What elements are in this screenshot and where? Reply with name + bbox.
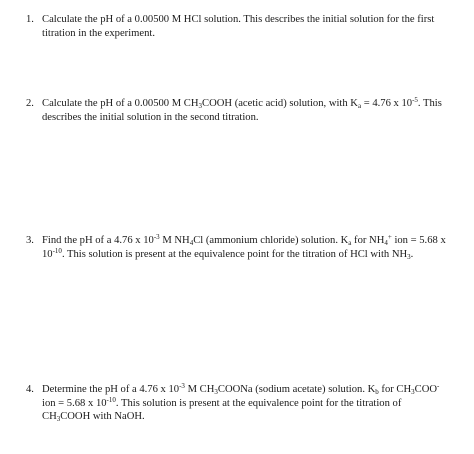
question-number: 3. [26,235,34,246]
question-text: Calculate the pH of a 0.00500 M $CH_3COOH$ (acetic acid) solution, with $K_a = 4.76$ x $10^{-5}$. This describes the initial solution in the second titration. [42,96,442,123]
question-1 [26,13,452,40]
question-3 [26,234,452,261]
question-number: 4. [26,384,34,395]
question-number: 2. [26,98,34,109]
question-text: Calculate the pH of a 0.00500 M HCl solution. This describes the initial solution for the first titration in the experiment. [42,14,435,39]
question-text: Determine the pH of a 4.76 x $10^{-3}$ M $CH_3COONa$ (sodium acetate) solution. $K_b$ for $CH_3COO^-$ ion = 5.68 x $10^{-10}$. This solution is present at the equivalence point for the titration of $CH_3COOH$ with NaOH. [42,382,440,424]
question-4 [26,383,452,424]
question-text: Find the pH of a 4.76 x $10^{-3}$ M $NH_4Cl$ (ammonium chloride) solution. $K_a$ for $NH_4^+$ ion = 5.68 x $10^{-10}$. This solution is present at the equivalence point for the titration of HCl with $NH_3$. [42,233,446,261]
question-number: 1. [26,14,34,25]
question-2 [26,97,452,124]
